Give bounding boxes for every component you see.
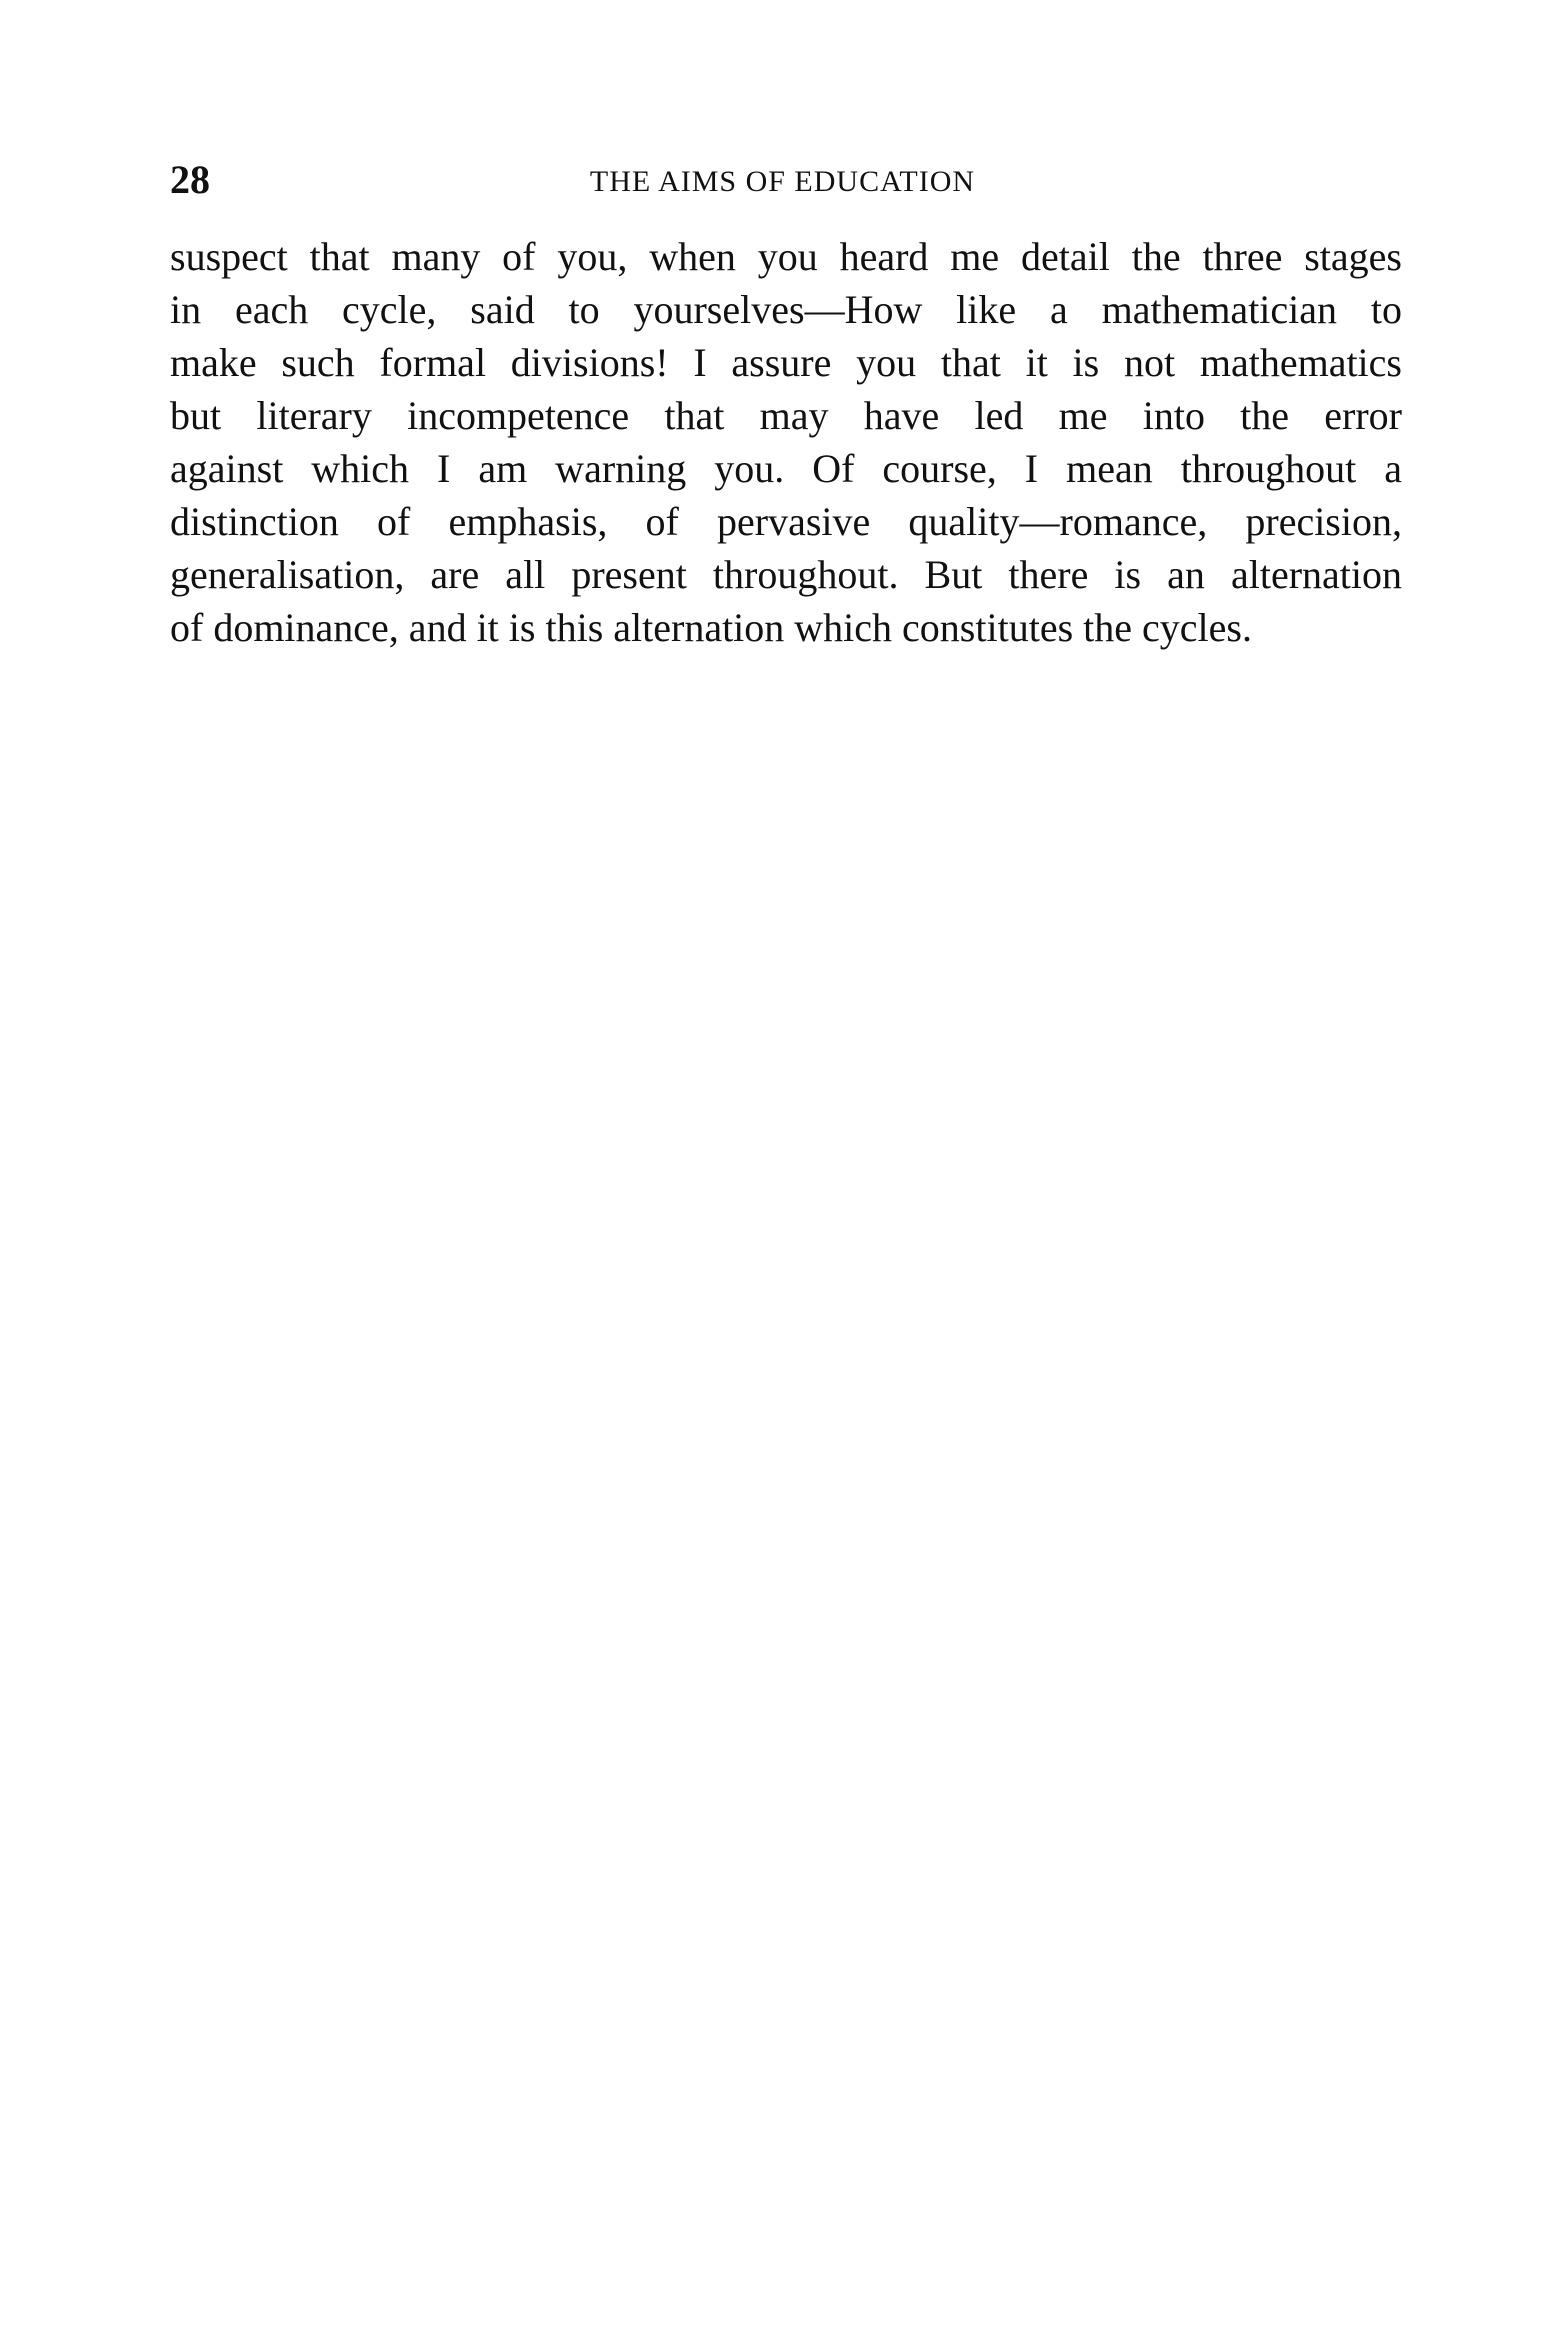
text-line: in each cycle, said to yourselves—How like a mathematician to: [170, 287, 1402, 332]
text-line: distinction of emphasis, of pervasive quality—romance, precision,: [170, 499, 1402, 544]
running-head: [170, 155, 1395, 205]
text-line: generalisation, are all present throughout. But there is an alternation: [170, 552, 1402, 597]
body-paragraph: [170, 230, 1402, 654]
text-line: make such formal divisions! I assure you that it is not mathematics: [170, 340, 1402, 385]
page-number: 28: [170, 157, 210, 202]
text-line: suspect that many of you, when you heard me detail the three stages: [170, 234, 1402, 279]
running-title: THE AIMS OF EDUCATION: [589, 165, 976, 198]
text-line: of dominance, and it is this alternation which constitutes the cycles.: [170, 605, 1252, 650]
text-line: against which I am warning you. Of course, I mean throughout a: [170, 446, 1402, 491]
text-line: but literary incompetence that may have led me into the error: [170, 393, 1402, 438]
